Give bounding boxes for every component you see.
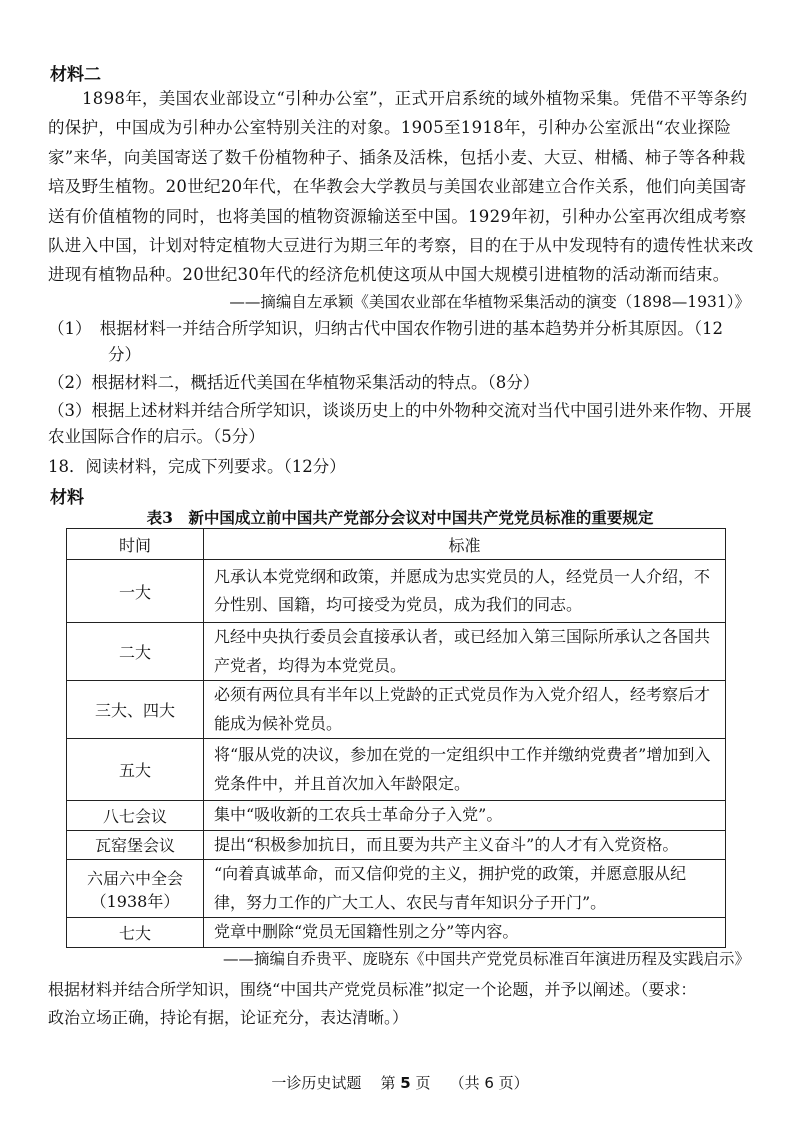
table-caption: 表3 新中国成立前中国共产党部分会议对中国共产党党员标准的重要规定 [146, 508, 654, 527]
row-time: 五大 [67, 739, 204, 801]
material2-body: 1898年，美国农业部设立“引种办公室”，正式开启系统的域外植物采集。凭借不平等条约的保护，中国成为引种办公室特别关注的对象。1905至1918年，引种办公室派出“农业探险家”来华，向美国寄送了数千份植物种子、插条及活株，包括小麦、大豆、柑橘、柿子等各种栽培及野生植物。20世纪20年代，在华教会大学教员与美国农业部建立合作关系，他们向美国寄送有价值植物的同时，也将美国的植物资源输送至中国。1929年初，引种办公室再次组成考察队进入中国，计划对特定植物大豆进行为期三年的考察，目的在于从中发现特有的遗传性状来改进现有植物品种。20世纪30年代的经济危机使这项从中国大规模引进植物的活动渐而结束。 [48, 89, 754, 285]
row-standard: 将“服从党的决议，参加在党的一定组织中工作并缴纳党费者”增加到入党条件中，并且首次加入年龄限定。 [204, 739, 726, 801]
footer-exam-title: 一诊历史试题 [271, 1074, 362, 1092]
row-standard: 提出“积极参加抗日，而且要为共产主义奋斗”的人才有入党资格。 [204, 830, 726, 860]
table-row [67, 830, 726, 860]
row-time: 一大 [67, 560, 204, 623]
row-time: 二大 [67, 623, 204, 681]
table-source: ——摘编自乔贵平、庞晓东《中国共产党党员标准百年演进历程及实践启示》 [222, 950, 750, 968]
question-3-line1: （3）根据上述材料并结合所学知识，谈谈历史上的中外物种交流对当代中国引进外来作物、开展 [48, 401, 752, 420]
row-time-line2: （1938年） [90, 891, 180, 911]
question-18-task-line2: 政治立场正确，持论有据，论证充分，表达清晰。） [48, 1008, 409, 1027]
question-2: （2）根据材料二，概括近代美国在华植物采集活动的特点。（8分） [48, 373, 540, 392]
question-1-line1: （1） 根据材料一并结合所学知识，归纳古代中国农作物引进的基本趋势并分析其原因。（12 [48, 319, 723, 338]
row-standard: 必须有两位具有半年以上党龄的正式党员作为入党介绍人，经考察后才能成为候补党员。 [204, 681, 726, 739]
column-header-standard: 标准 [204, 529, 726, 560]
row-time [67, 860, 204, 918]
row-standard: 凡承认本党党纲和政策，并愿成为忠实党员的人，经党员一人介绍，不分性别、国籍，均可接受为党员，成为我们的同志。 [204, 560, 726, 623]
table-row [67, 560, 726, 623]
footer-page-prefix: 第 [380, 1074, 396, 1092]
material2-source: ——摘编自左承颖《美国农业部在华植物采集活动的演变（1898—1931）》 [229, 293, 750, 311]
row-time-line1: 六届六中全会 [86, 868, 183, 888]
row-time: 三大、四大 [67, 681, 204, 739]
row-time: 八七会议 [67, 801, 204, 831]
question-18-task-line1: 根据材料并结合所学知识，围绕“中国共产党党员标准”拟定一个论题，并予以阐述。（要求： [48, 980, 697, 999]
question-3-line2: 农业国际合作的启示。（5分） [48, 427, 265, 446]
question-18-intro: 18．阅读材料，完成下列要求。（12分） [48, 457, 346, 476]
footer-total-pages: （共 6 页） [449, 1074, 529, 1092]
row-standard: 集中“吸收新的工农兵士革命分子入党”。 [204, 801, 726, 831]
page-footer [0, 1072, 800, 1093]
row-time: 瓦窑堡会议 [67, 830, 204, 860]
row-time: 七大 [67, 918, 204, 948]
question-18-material-heading: 材料 [50, 488, 84, 508]
party-member-standards-table [66, 528, 726, 948]
row-standard: “向着真诚革命，而又信仰党的主义，拥护党的政策，并愿意服从纪律，努力工作的广大工人、农民与青年知识分子开门”。 [204, 860, 726, 918]
table-row [67, 918, 726, 948]
table-row [67, 801, 726, 831]
row-standard: 党章中删除“党员无国籍性别之分”等内容。 [204, 918, 726, 948]
row-standard: 凡经中央执行委员会直接承认者，或已经加入第三国际所承认之各国共产党者，均得为本党党员。 [204, 623, 726, 681]
material2-paragraph [48, 84, 760, 290]
table-row [67, 623, 726, 681]
footer-page-number: 5 [400, 1074, 411, 1092]
table-row [67, 681, 726, 739]
table-header-row [67, 529, 726, 560]
table-row [67, 739, 726, 801]
footer-page-suffix: 页 [415, 1074, 431, 1092]
question-1-line2: 分） [108, 345, 141, 364]
material2-heading: 材料二 [50, 65, 101, 85]
column-header-time: 时间 [67, 529, 204, 560]
table-row [67, 860, 726, 918]
